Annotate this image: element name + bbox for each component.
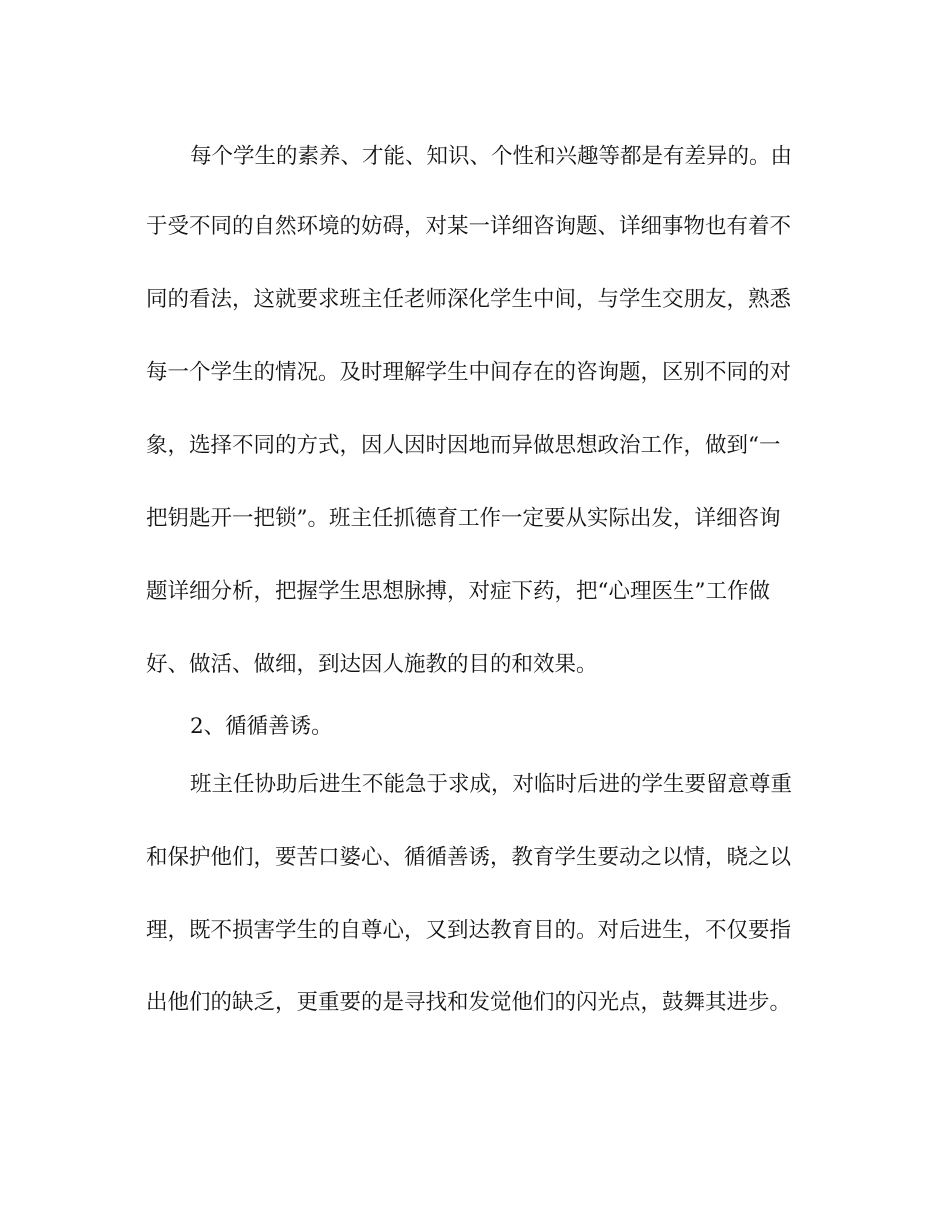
paragraph-1-line-6: 把钥匙开一把锁”。班主任抓德育工作一定要从实际出发，详细咨询 [146, 506, 781, 531]
paragraph-1-line-5: 象，选择不同的方式，因人因时因地而异做思想政治工作，做到“一 [146, 433, 781, 458]
paragraph-1-line-7: 题详细分析，把握学生思想脉搏，对症下药，把“心理医生”工作做 [146, 579, 770, 604]
paragraph-1-line-8: 好、做活、做细，到达因人施教的目的和效果。 [146, 652, 598, 677]
paragraph-1-line-4: 每一个学生的情况。及时理解学生中间存在的咨询题，区别不同的对 [146, 360, 792, 385]
paragraph-2-line-1: 班主任协助后进生不能急于求成，对临时后进的学生要留意尊重 [190, 772, 793, 797]
section-heading: 2、循循善诱。 [190, 714, 333, 739]
paragraph-2-line-3: 理，既不损害学生的自尊心，又到达教育目的。对后进生，不仅要指 [146, 918, 792, 943]
paragraph-1-line-3: 同的看法，这就要求班主任老师深化学生中间，与学生交朋友，熟悉 [146, 287, 792, 312]
paragraph-2-line-4: 出他们的缺乏，更重要的是寻找和发觉他们的闪光点，鼓舞其进步。 [146, 990, 792, 1015]
paragraph-2-line-2: 和保护他们，要苦口婆心、循循善诱，教育学生要动之以情，晓之以 [146, 845, 792, 870]
paragraph-1-line-1: 每个学生的素养、才能、知识、个性和兴趣等都是有差异的。由 [190, 144, 793, 169]
paragraph-1-line-2: 于受不同的自然环境的妨碍，对某一详细咨询题、详细事物也有着不 [146, 214, 792, 239]
